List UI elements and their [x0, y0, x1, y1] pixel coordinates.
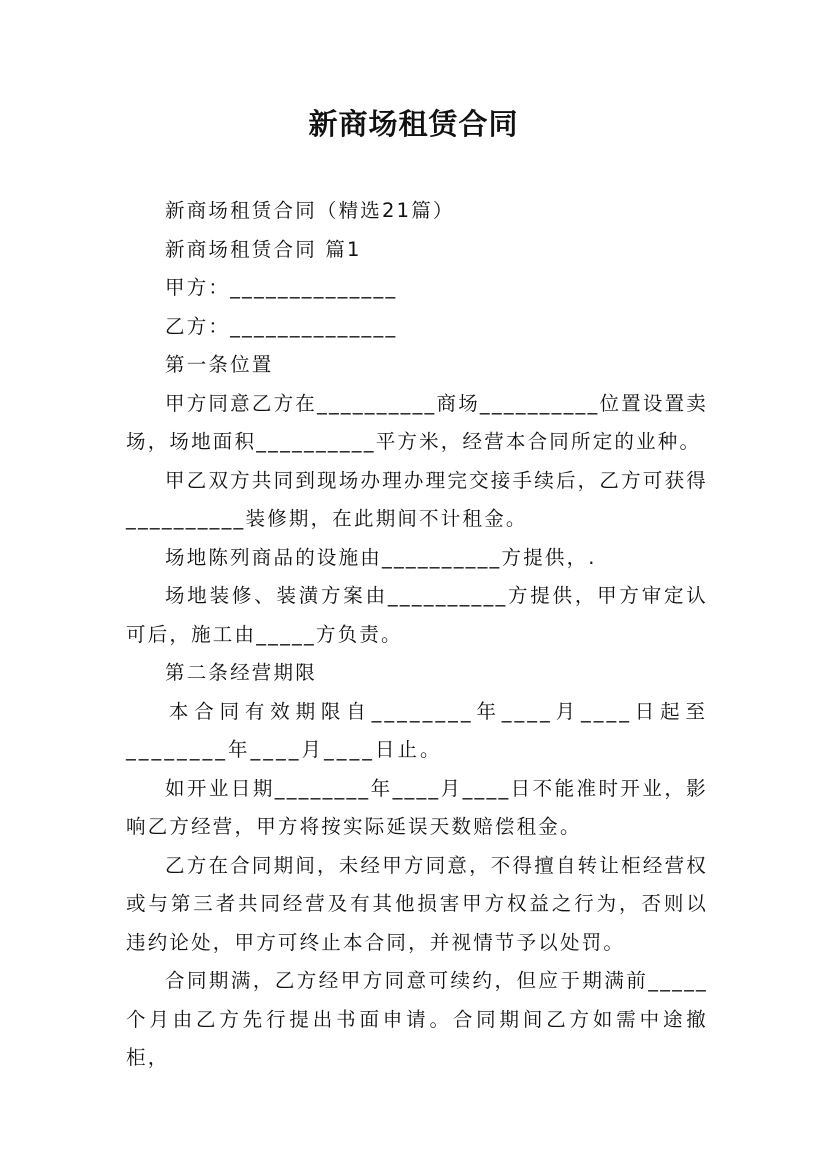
article-2-heading: 第二条经营期限	[165, 661, 317, 684]
paragraph-heading: 新商场租赁合同（精选21篇）	[165, 199, 455, 222]
paragraph-transfer: 乙方在合同期间，未经甲方同意，不得擅自转让柜经营权或与第三者共同经营及有其他损害甲方权益之行为，否则以违约论处，甲方可终止本合同，并视情节予以处罚。	[126, 853, 708, 954]
paragraph-renewal: 合同期满，乙方经甲方同意可续约，但应于期满前_____个月由乙方先行提出书面申请。合同期间乙方如需中途撤柜，	[126, 969, 708, 1069]
document-body	[126, 192, 708, 1078]
document-title: 新商场租赁合同	[308, 107, 519, 141]
article-1-heading: 第一条位置	[165, 353, 274, 376]
paragraph-opening-date: 如开业日期________年____月____日不能准时开业，影响乙方经营，甲方将按实际延误天数赔偿租金。	[126, 776, 708, 838]
paragraph-display-facilities: 场地陈列商品的设施由__________方提供，.	[165, 545, 597, 569]
paragraph-term: 本合同有效期限自________年____月____日起至________年____月____日止。	[126, 699, 708, 761]
party-a-line: 甲方：______________	[165, 276, 398, 299]
paragraph-renovation: 场地装修、装潢方案由__________方提供，甲方审定认可后，施工由_____方负责。	[126, 584, 708, 646]
party-b-line: 乙方：______________	[165, 314, 398, 338]
paragraph-location: 甲方同意乙方在__________商场__________位置设置卖场，场地面积__________平方米，经营本合同所定的业种。	[126, 391, 708, 453]
paragraph-handover: 甲乙双方共同到现场办理办理完交接手续后，乙方可获得__________装修期，在此期间不计租金。	[126, 468, 708, 530]
paragraph-section-title: 新商场租赁合同 篇1	[165, 237, 362, 261]
